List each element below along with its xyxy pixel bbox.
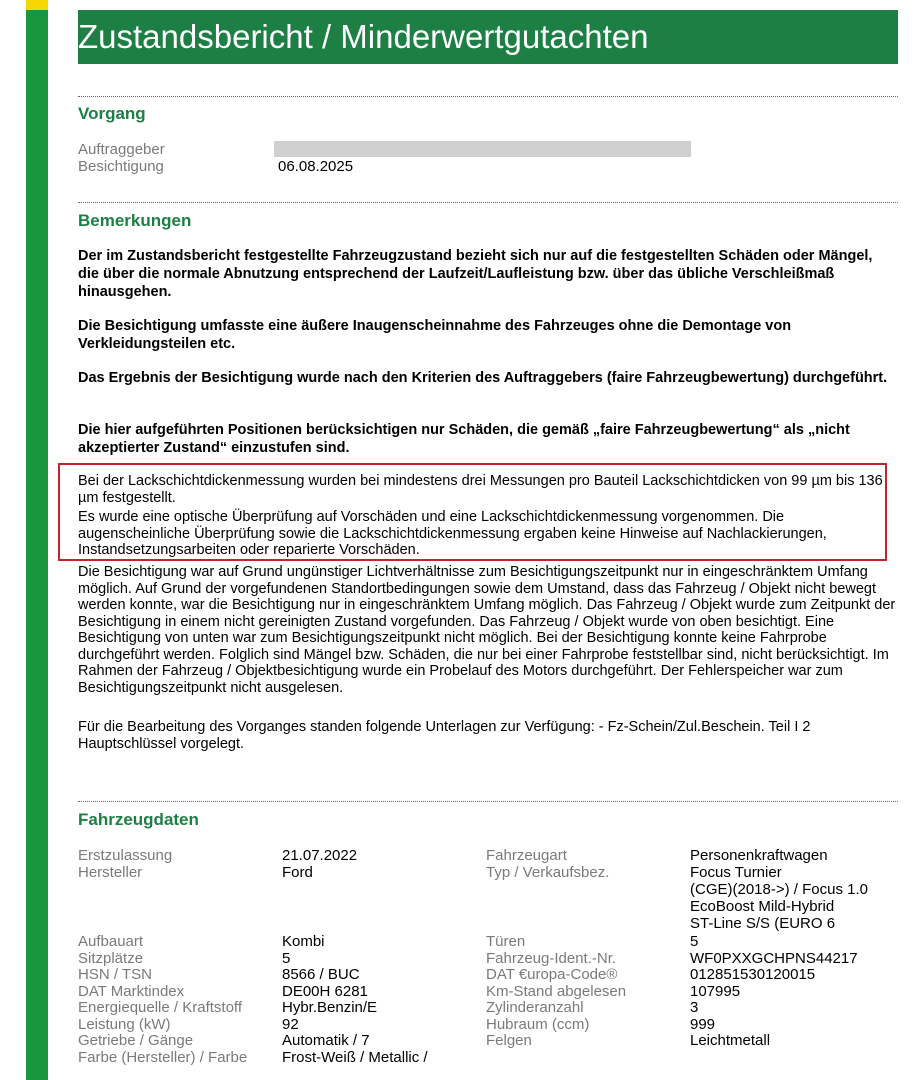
field-value: Automatik / 7 [282, 1032, 370, 1049]
field-value: EcoBoost Mild-Hybrid [690, 898, 835, 915]
field-label: Zylinderanzahl [486, 999, 584, 1016]
field-label: Typ / Verkaufsbez. [486, 864, 610, 881]
redacted-field [274, 141, 691, 157]
field-value: Frost-Weiß / Metallic / [282, 1049, 428, 1066]
section-title-fahrzeugdaten: Fahrzeugdaten [78, 810, 199, 829]
field-label: Km-Stand abgelesen [486, 983, 627, 1000]
field-value: (CGE)(2018->) / Focus 1.0 [690, 881, 868, 898]
field-value: 5 [282, 950, 291, 967]
divider [78, 202, 898, 203]
left-accent-bar [26, 0, 48, 1080]
field-label: HSN / TSN [78, 966, 152, 983]
field-value: Kombi [282, 933, 325, 950]
field-value: Personenkraftwagen [690, 847, 828, 864]
field-label: DAT Marktindex [78, 983, 185, 1000]
field-value: 999 [690, 1016, 716, 1033]
field-value: WF0PXXGCHPNS44217 [690, 950, 858, 967]
remark-paragraph: Das Ergebnis der Besichtigung wurde nach den Kriterien des Auftraggebers (faire Fahrzeugbewertung) durchgeführt. [78, 370, 888, 386]
besichtigung-value: 06.08.2025 [278, 158, 354, 175]
remark-paragraph: Die hier aufgeführten Positionen berücksichtigen nur Schäden, die gemäß „faire Fahrzeugbewertung“ als „nicht akzeptierter Zustand“ einzustufen sind. [78, 422, 850, 456]
field-value: Ford [282, 864, 313, 881]
field-value: ST-Line S/S (EURO 6 [690, 915, 836, 932]
report-header [78, 10, 898, 64]
field-value: 3 [690, 999, 699, 1016]
field-value: Leichtmetall [690, 1032, 771, 1049]
remark-paragraph: Die Besichtigung war auf Grund ungünstiger Lichtverhältnisse zum Besichtigungszeitpunkt nur in eingeschränktem Umfang möglich. Auf Grund der vorgefundenen Standortbedingungen sowie dem Umstand, dass das Fahrzeug / Objekt nicht bewegt werden konnte, war die Besichtigung nur in eingeschränktem Umfang möglich. Das Fahrzeug / Objekt wurde zum Zeitpunkt der Besichtigung in einem nicht gereinigten Zustand vorgefunden. Das Fahrzeug / Objekt wurde von oben besichtigt. Eine Besichtigung von unten war zum Besichtigungszeitpunkt nicht möglich. Bei der Besichtigung konnte keine Fahrprobe durchgeführt werden. Folglich sind Mängel bzw. Schäden, die nur bei einer Fahrprobe feststellbar sind, nicht berücksichtigt. Im Rahmen der Fahrzeug / Objektbesichtigung wurde ein Probelauf des Motors durchgeführt. Der Fehlerspeicher war zum Besichtigungszeitpunkt nicht ausgelesen. [78, 564, 896, 696]
page-title: Zustandsbericht / Minderwertgutachten [78, 18, 649, 55]
field-value: Focus Turnier [690, 864, 782, 881]
field-label: Leistung (kW) [78, 1016, 171, 1033]
field-label: Fahrzeugart [486, 847, 567, 864]
remark-paragraph: Die Besichtigung umfasste eine äußere Inaugenscheinnahme des Fahrzeuges ohne die Demontage von Verkleidungsteilen etc. [78, 318, 792, 352]
divider [78, 96, 898, 97]
field-value: 107995 [690, 983, 741, 1000]
auftraggeber-label: Auftraggeber [78, 141, 165, 158]
field-label: Sitzplätze [78, 950, 144, 967]
field-label: DAT €uropa-Code® [486, 966, 618, 983]
field-value: 8566 / BUC [282, 966, 360, 983]
field-label: Erstzulassung [78, 847, 173, 864]
field-label: Türen [486, 933, 526, 950]
field-label: Getriebe / Gänge [78, 1032, 194, 1049]
field-value: Hybr.Benzin/E [282, 999, 378, 1016]
remark-paragraph: Bei der Lackschichtdickenmessung wurden bei mindestens drei Messungen pro Bauteil Lackschichtdicken von 99 µm bis 136 µm festgestellt. [78, 473, 883, 506]
field-value: DE00H 6281 [282, 983, 368, 1000]
remark-paragraph: Für die Bearbeitung des Vorganges standen folgende Unterlagen zur Verfügung: - Fz-Schein/Zul.Beschein. Teil I 2 Hauptschlüssel vorgelegt. [78, 719, 811, 752]
divider [78, 801, 898, 802]
top-accent-mark [26, 0, 48, 10]
field-label: Fahrzeug-Ident.-Nr. [486, 950, 617, 967]
field-value: 92 [282, 1016, 299, 1033]
field-value: 21.07.2022 [282, 847, 358, 864]
field-label: Aufbauart [78, 933, 144, 950]
field-label: Energiequelle / Kraftstoff [78, 999, 242, 1016]
remark-paragraph: Der im Zustandsbericht festgestellte Fahrzeugzustand bezieht sich nur auf die festgestellten Schäden oder Mängel, die über die normale Abnutzung entsprechend der Laufzeit/Laufleistung bzw. über das übliche Verschleißmaß hinausgehen. [78, 248, 873, 300]
section-title-vorgang: Vorgang [78, 104, 146, 123]
field-label: Farbe (Hersteller) / Farbe [78, 1049, 248, 1066]
field-value: 5 [690, 933, 699, 950]
section-title-bemerkungen: Bemerkungen [78, 211, 192, 230]
field-label: Felgen [486, 1032, 532, 1049]
field-label: Hubraum (ccm) [486, 1016, 590, 1033]
remark-paragraph: Es wurde eine optische Überprüfung auf Vorschäden und eine Lackschichtdickenmessung vorgenommen. Die augenscheinliche Überprüfung sowie die Lackschichtdickenmessung ergaben keine Hinweise auf Nachlackierungen, Instandsetzungsarbeiten oder reparierte Vorschäden. [78, 509, 827, 558]
besichtigung-label: Besichtigung [78, 158, 164, 175]
field-value: 012851530120015 [690, 966, 816, 983]
field-label: Hersteller [78, 864, 143, 881]
